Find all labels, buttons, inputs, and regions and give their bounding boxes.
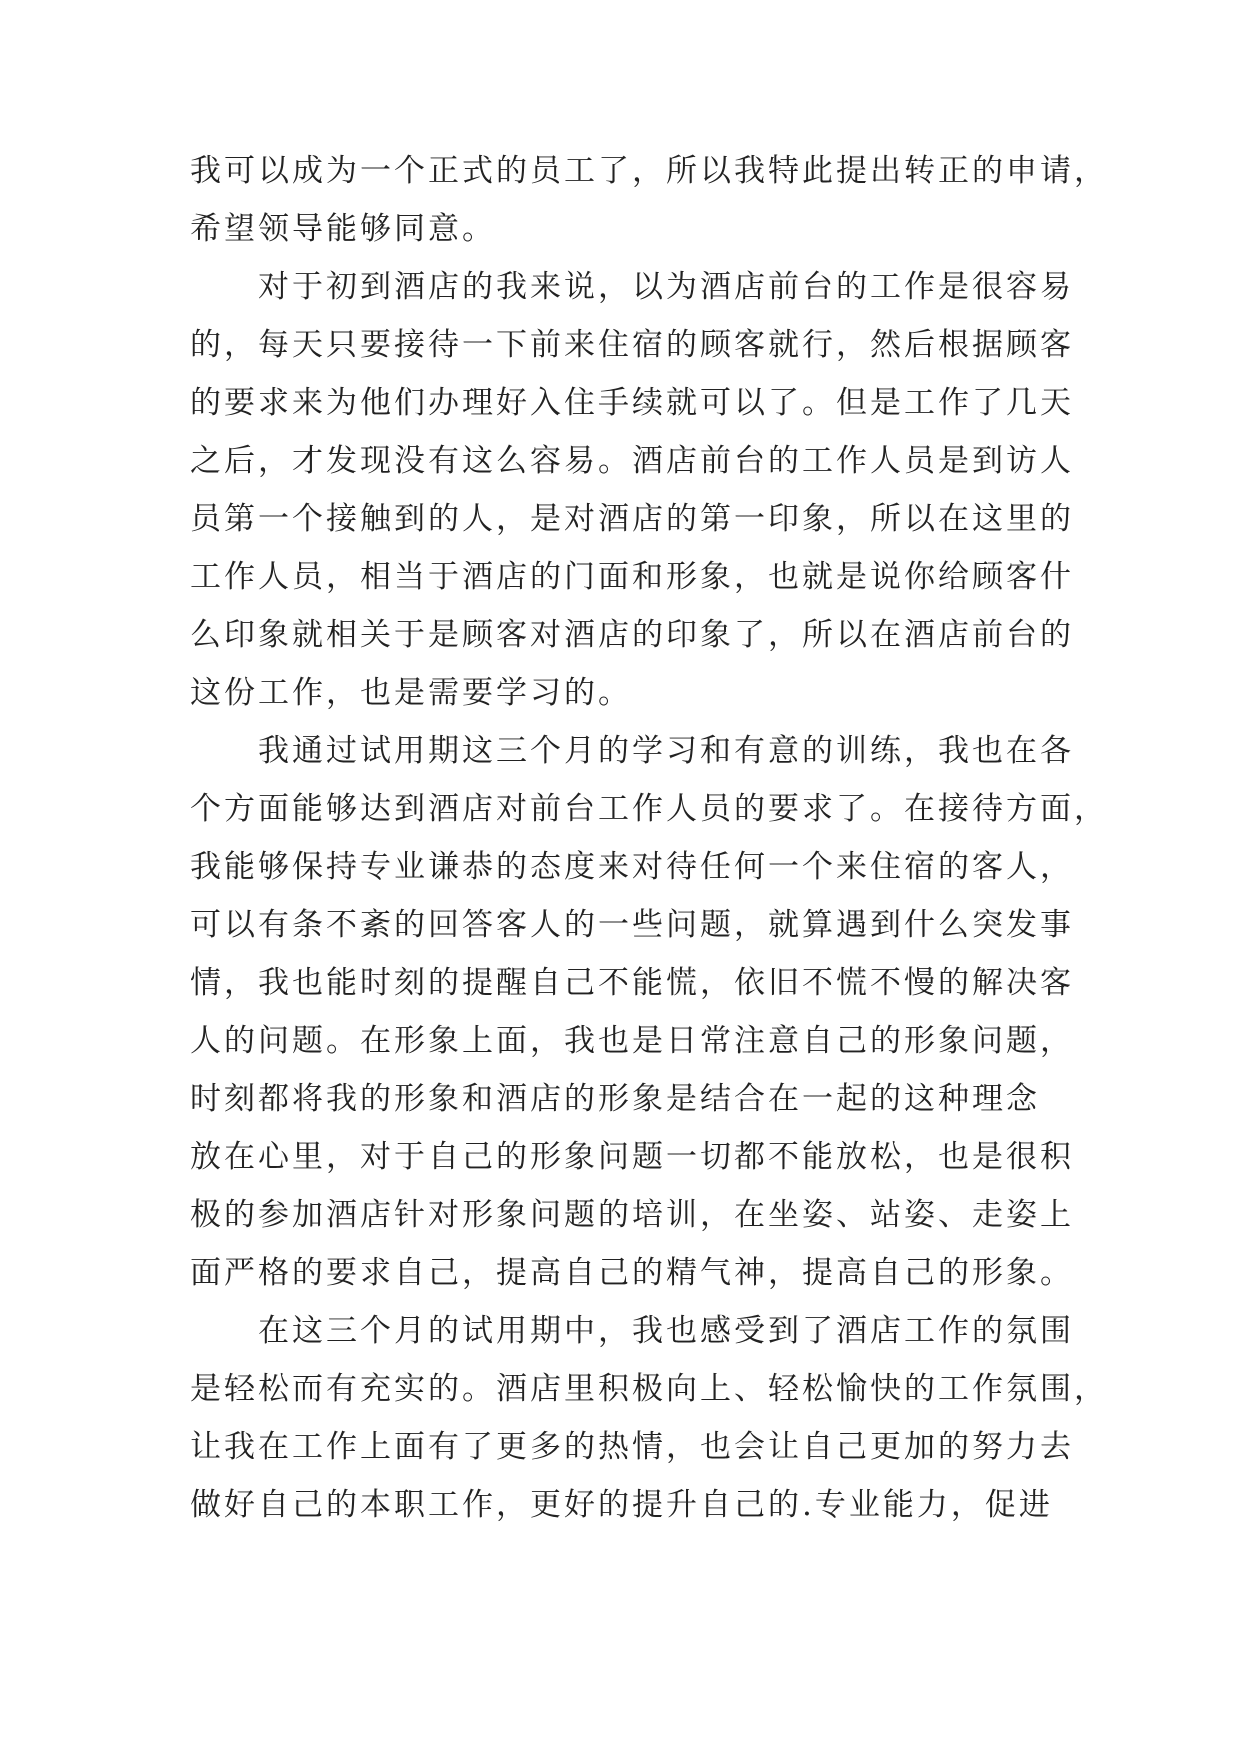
text-line: 这份工作，也是需要学习的。 [190,675,632,711]
text-line: 之后，才发现没有这么容易。酒店前台的工作人员是到访人 [190,443,1074,479]
body-text [190,142,1108,1534]
text-line: 员第一个接触到的人，是对酒店的第一印象，所以在这里的 [190,501,1074,537]
text-line: 让我在工作上面有了更多的热情，也会让自己更加的努力去 [190,1429,1074,1465]
text-line: 放在心里，对于自己的形象问题一切都不能放松，也是很积 [190,1139,1074,1175]
text-line: 我通过试用期这三个月的学习和有意的训练，我也在各 [258,733,1074,769]
text-line: 希望领导能够同意。 [190,211,496,247]
text-line: 个方面能够达到酒店对前台工作人员的要求了。在接待方面， [190,791,1108,827]
text-line: 么印象就相关于是顾客对酒店的印象了，所以在酒店前台的 [190,617,1074,653]
text-line: 是轻松而有充实的。酒店里积极向上、轻松愉快的工作氛围， [190,1371,1108,1407]
text-line: 工作人员，相当于酒店的门面和形象，也就是说你给顾客什 [190,559,1074,595]
text-line: 极的参加酒店针对形象问题的培训，在坐姿、站姿、走姿上 [190,1197,1074,1233]
text-line: 做好自己的本职工作，更好的提升自己的.专业能力，促进 [190,1487,1053,1523]
text-line: 的，每天只要接待一下前来住宿的顾客就行，然后根据顾客 [190,327,1074,363]
text-line: 情，我也能时刻的提醒自己不能慌，依旧不慌不慢的解决客 [190,965,1074,1001]
text-line: 的要求来为他们办理好入住手续就可以了。但是工作了几天 [190,385,1074,421]
paragraph [190,722,1108,1302]
text-line: 我可以成为一个正式的员工了，所以我特此提出转正的申请， [190,153,1108,189]
text-line: 时刻都将我的形象和酒店的形象是结合在一起的这种理念 [190,1081,1040,1117]
text-line: 面严格的要求自己，提高自己的精气神，提高自己的形象。 [190,1255,1074,1291]
paragraph [190,258,1090,722]
text-line: 在这三个月的试用期中，我也感受到了酒店工作的氛围 [258,1313,1074,1349]
paragraph [190,1302,1108,1534]
text-line: 我能够保持专业谦恭的态度来对待任何一个来住宿的客人， [190,849,1074,885]
paragraph [190,142,1108,258]
text-line: 可以有条不紊的回答客人的一些问题，就算遇到什么突发事 [190,907,1074,943]
text-line: 对于初到酒店的我来说，以为酒店前台的工作是很容易 [258,269,1074,305]
text-line: 人的问题。在形象上面，我也是日常注意自己的形象问题， [190,1023,1074,1059]
